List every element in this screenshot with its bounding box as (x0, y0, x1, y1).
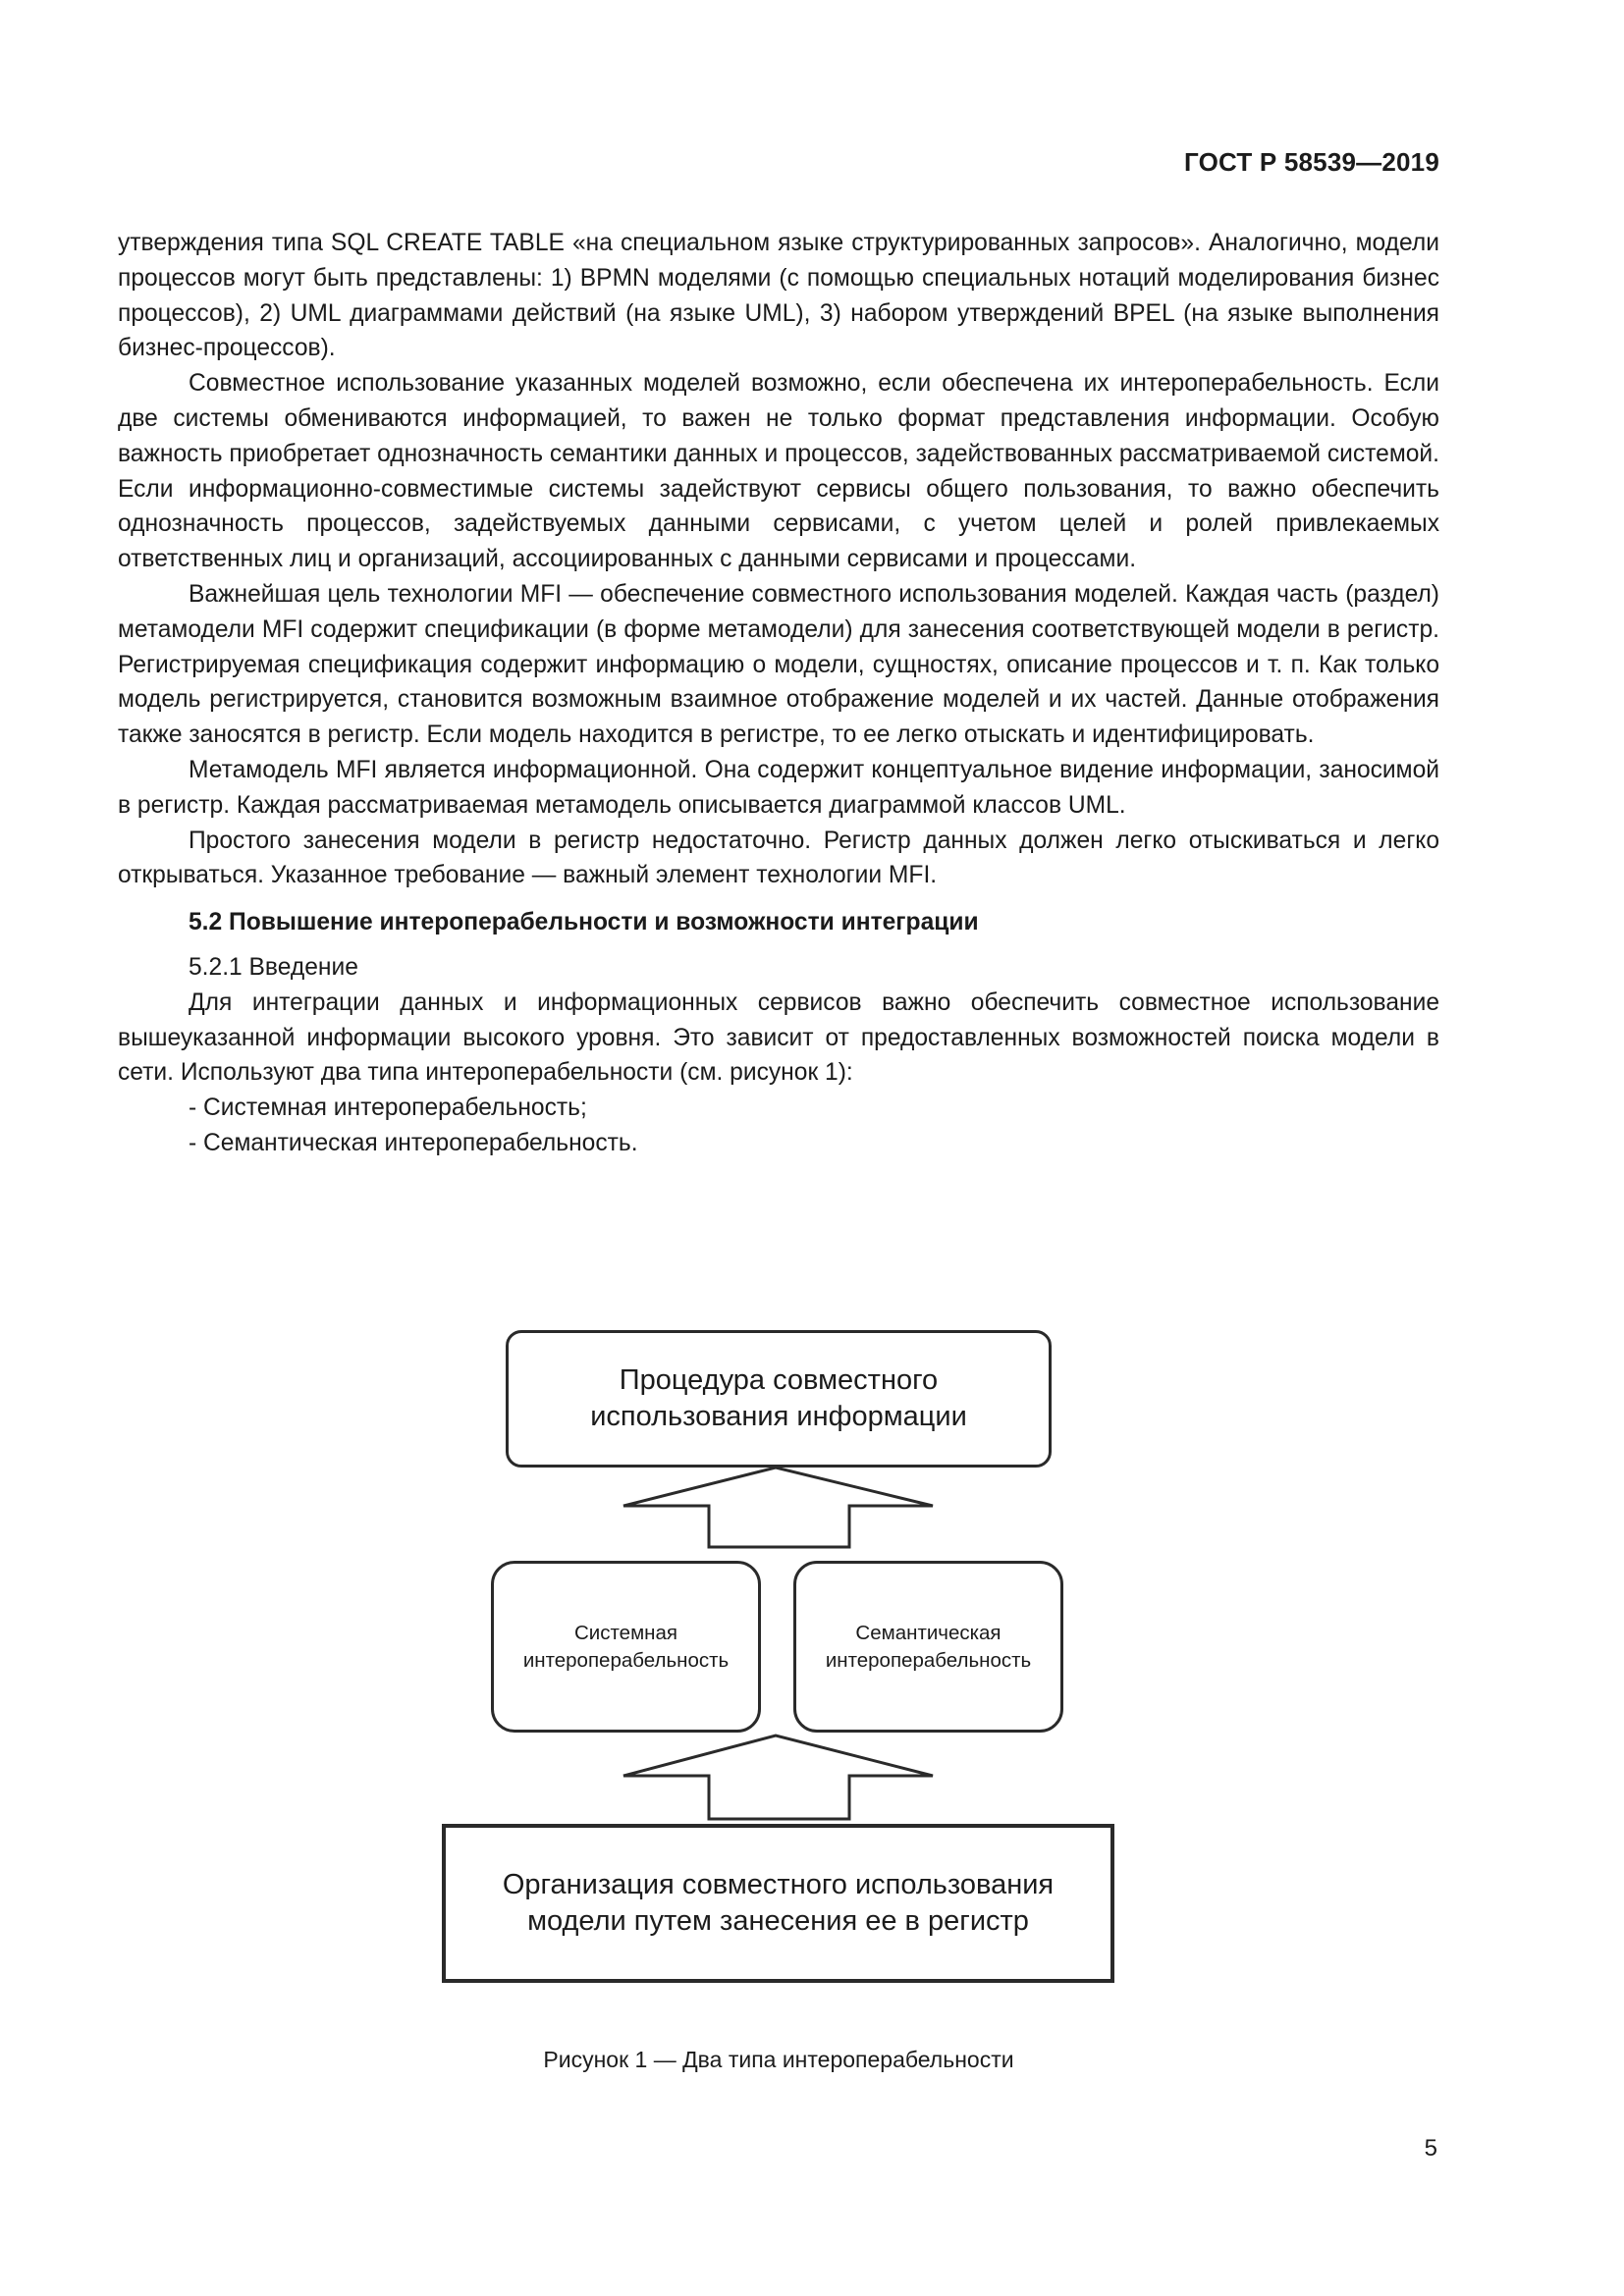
document-header: ГОСТ Р 58539—2019 (1184, 147, 1439, 177)
list-item: - Семантическая интероперабельность. (189, 1129, 638, 1156)
section-heading: 5.2 Повышение интероперабельности и возможности интеграции (189, 909, 979, 936)
list-item: - Системная интероперабельность; (189, 1095, 587, 1122)
box-info-sharing-procedure (506, 1330, 1052, 1468)
box-semantic-interoperability (793, 1561, 1063, 1733)
arrow-up-bottom (623, 1735, 933, 1819)
box-text-line: модели путем занесения ее в регистр (527, 1905, 1029, 1937)
paragraph: Метамодель MFI является информационной. Она содержит концептуальное видение информации, заносимой в регистр. Каждая рассматриваемая метамодель описывается диаграммой классов UML. (118, 756, 1439, 819)
box-text-line: Организация совместного использования (502, 1869, 1055, 1900)
box-text-line: Процедура совместного (619, 1364, 939, 1396)
box-system-interoperability (491, 1561, 761, 1733)
paragraph: утверждения типа SQL CREATE TABLE «на специальном языке структурированных запросов». Аналогично, модели процессов могут быть представлены: 1) BPMN моделями (с помощью специальных нотаций моделирования бизнес процессов), 2) UML диаграммами действий (на языке UML), 3) набором утверждений BPEL (на языке выполнения бизнес-процессов). (118, 230, 1439, 362)
paragraph: Для интеграции данных и информационных сервисов важно обеспечить совместное использование вышеуказанной информации высокого уровня. Это зависит от предоставленных возможностей поиска модели в сети. Используют два типа интероперабельности (см. рисунок 1): (118, 988, 1439, 1087)
box-text-line: использования информации (590, 1401, 967, 1432)
body-text (118, 226, 1439, 1161)
figure-caption: Рисунок 1 — Два типа интероперабельности (543, 2047, 1014, 2072)
paragraph: Простого занесения модели в регистр недостаточно. Регистр данных должен легко отыскиваться и легко открываться. Указанное требование — важный элемент технологии MFI. (118, 827, 1439, 889)
paragraph: Совместное использование указанных моделей возможно, если обеспечена их интероперабельность. Если две системы обмениваются информацией, то важен не только формат представления информации. Особую важность приобретает однозначность семантики данных и процессов, задействованных рассматриваемой системой. Если информационно-совместимые системы задействуют сервисы общего пользования, то важно обеспечить однозначность процессов, задействуемых данными сервисами, с учетом целей и ролей привлекаемых ответственных лиц и организаций, ассоциированных с данными сервисами и процессами. (118, 370, 1439, 573)
box-text-line: интероперабельность (522, 1648, 730, 1672)
box-text-line: Системная (574, 1621, 677, 1644)
box-model-registration (442, 1824, 1114, 1983)
box-text-line: Семантическая (855, 1621, 1001, 1644)
subsection-heading: 5.2.1 Введение (189, 953, 358, 981)
page-number: 5 (1424, 2135, 1437, 2162)
box-text-line: интероперабельность (825, 1648, 1032, 1672)
paragraph: Важнейшая цель технологии MFI — обеспечение совместного использования моделей. Каждая часть (раздел) метамодели MFI содержит спецификации (в форме метамодели) для занесения соответствующей модели в регистр. Регистрируемая спецификация содержит информацию о модели, сущностях, описание процессов и т. п. Как только модель регистрируется, становится возможным взаимное отображение моделей и их частей. Данные отображения также заносятся в регистр. Если модель находится в регистре, то ее легко отыскать и идентифицировать. (118, 580, 1439, 749)
arrow-up-top (623, 1468, 933, 1547)
